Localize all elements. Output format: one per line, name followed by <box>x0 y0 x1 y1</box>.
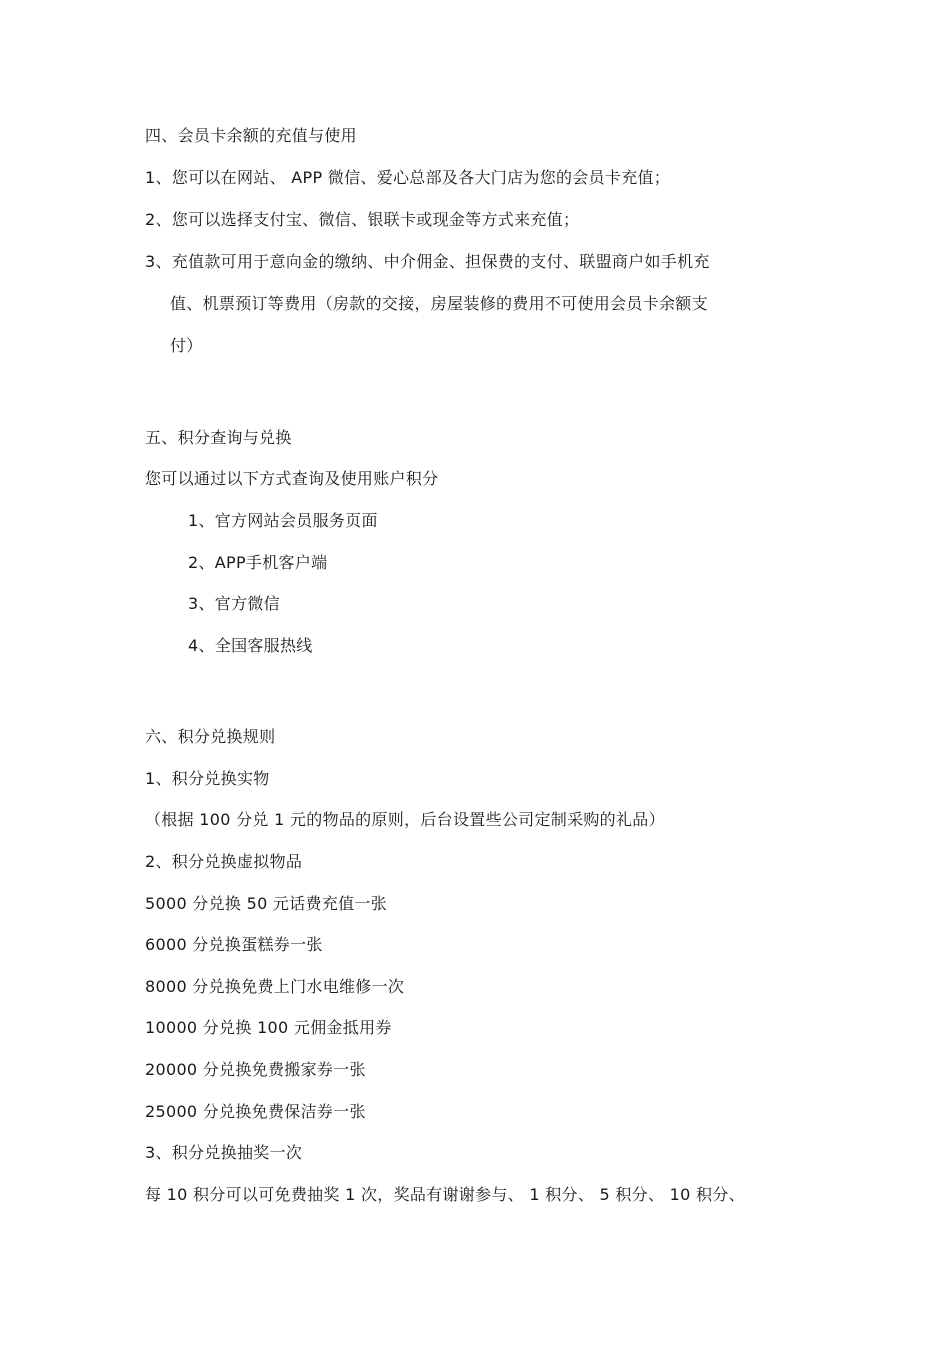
exchange-rule: 20000 分兑换免费搬家券一张 <box>145 1060 366 1079</box>
exchange-rule: 5000 分兑换 50 元话费充值一张 <box>145 894 388 913</box>
section-6-item-3: 3、积分兑换抽奖一次 <box>145 1143 303 1162</box>
section-5-heading: 五、积分查询与兑换 <box>145 428 292 447</box>
section-5-item-2: 2、APP手机客户端 <box>188 553 328 572</box>
section-4-item-3-line-2: 值、机票预订等费用（房款的交接，房屋装修的费用不可使用会员卡余额支 <box>170 294 708 313</box>
section-4-heading: 四、会员卡余额的充值与使用 <box>145 126 357 145</box>
section-4-item-2: 2、您可以选择支付宝、微信、银联卡或现金等方式来充值； <box>145 210 580 229</box>
exchange-rule: 6000 分兑换蛋糕券一张 <box>145 935 323 954</box>
exchange-rule: 8000 分兑换免费上门水电维修一次 <box>145 977 405 996</box>
section-6-item-1-note: （根据 100 分兑 1 元的物品的原则，后台设置些公司定制采购的礼品） <box>145 810 665 829</box>
section-6-item-3-desc: 每 10 积分可以可免费抽奖 1 次，奖品有谢谢参与、 1 积分、 5 积分、 10 积分、 <box>145 1185 745 1204</box>
section-6-item-2: 2、积分兑换虚拟物品 <box>145 852 303 871</box>
section-5-intro: 您可以通过以下方式查询及使用账户积分 <box>145 469 439 488</box>
section-5-item-3: 3、官方微信 <box>188 594 280 613</box>
section-5-item-1: 1、官方网站会员服务页面 <box>188 511 378 530</box>
section-4-item-1: 1、您可以在网站、 APP 微信、爱心总部及各大门店为您的会员卡充值； <box>145 168 671 187</box>
section-6-heading: 六、积分兑换规则 <box>145 727 276 746</box>
exchange-rule: 25000 分兑换免费保洁券一张 <box>145 1102 366 1121</box>
section-5-item-4: 4、全国客服热线 <box>188 636 313 655</box>
exchange-rule: 10000 分兑换 100 元佣金抵用券 <box>145 1018 392 1037</box>
section-6-item-1: 1、积分兑换实物 <box>145 769 270 788</box>
section-4-item-3-line-3: 付） <box>170 336 203 355</box>
section-4-item-3-line-1: 3、充值款可用于意向金的缴纳、中介佣金、担保费的支付、联盟商户如手机充 <box>145 252 710 271</box>
